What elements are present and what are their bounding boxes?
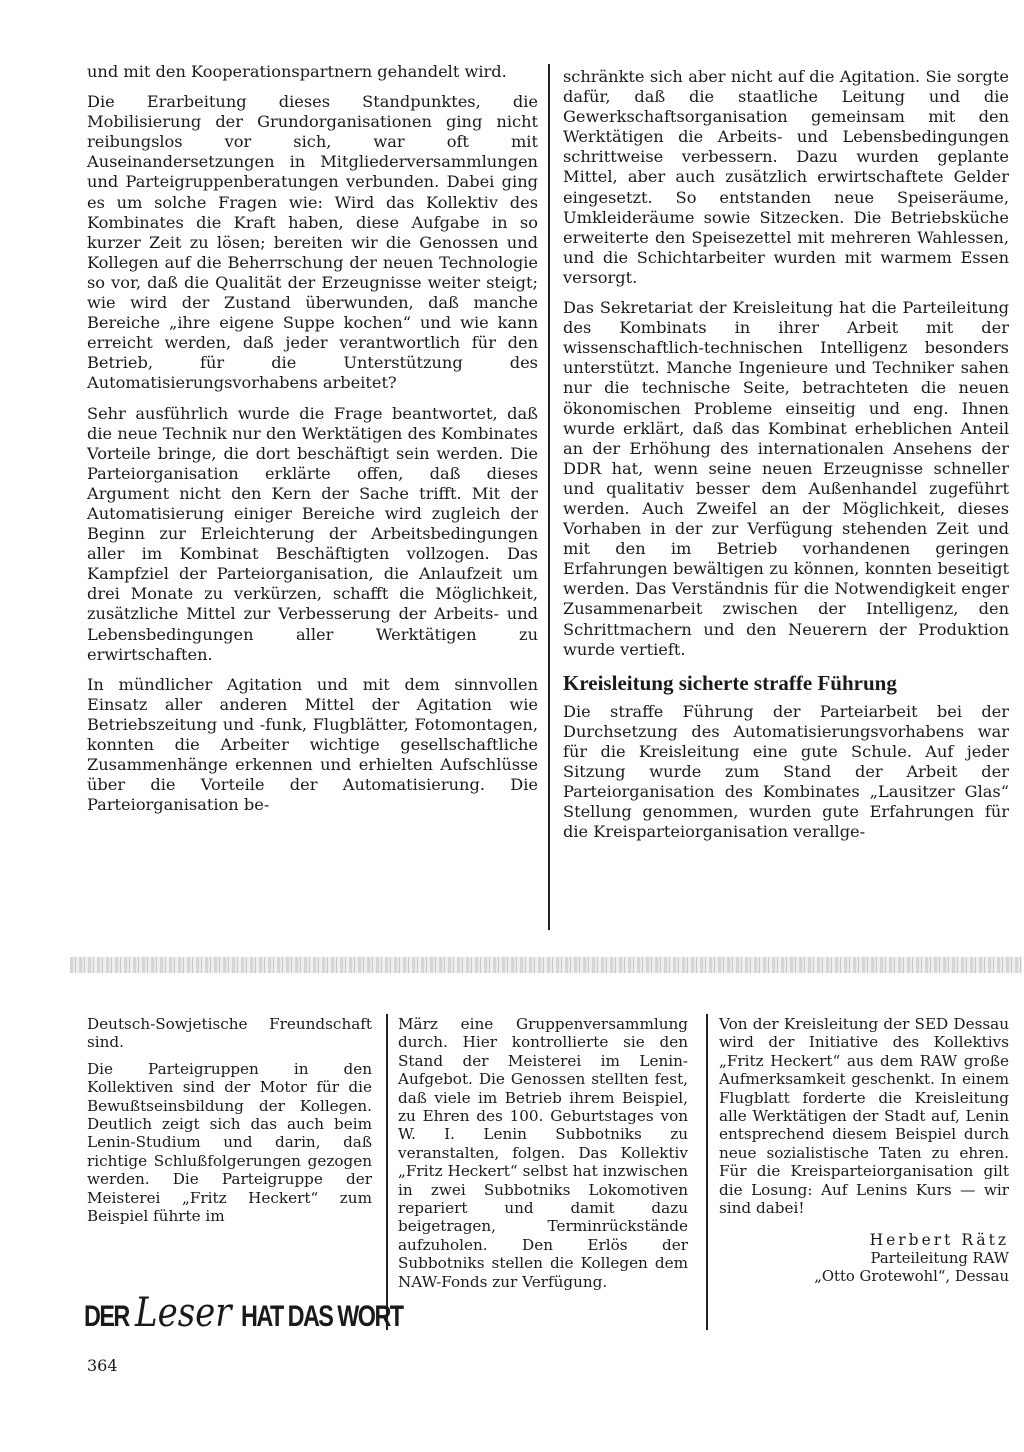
- column-divider: [386, 1014, 388, 1330]
- author-organization: „Otto Grotewohl“, Dessau: [814, 1268, 1009, 1286]
- column-divider: [706, 1014, 708, 1330]
- paragraph: Von der Kreisleitung der SED Dessau wird der Initiative des Kollektivs „Fritz Heckert“ aus dem RAW große Aufmerksamkeit geschenkt. In einem Flugblatt forderte die Kreisleitung alle Werktätigen der Stadt auf, Lenin entsprechend diesem Beispiel durch neue sozialistische Taten zu ehren. Für die Kreisparteiorganisation gilt die Losung: Auf Lenins Kurs — wir sind dabei!: [719, 1015, 1009, 1218]
- separator-band: [70, 957, 1022, 973]
- column-divider: [548, 64, 550, 930]
- author-name: Herbert Rätz: [869, 1231, 1009, 1250]
- upper-right-column: [563, 67, 1009, 852]
- lower-column-1: [87, 1015, 372, 1233]
- masthead-script: Leser: [135, 1290, 232, 1336]
- paragraph: Das Sekretariat der Kreisleitung hat die Parteileitung des Kombinats in ihrer Arbeit mit der wissenschaftlich-technischen Intelligenz besonders unterstützt. Manche Ingenieure und Techniker sahen nur die technische Seite, betrachteten die neuen ökonomischen Probleme einseitig und eng. Ihnen wurde erklärt, daß das Kombinat erheblichen Anteil an der Erhöhung des internationalen Ansehens der DDR hat, wenn seine neuen Erzeugnisse schneller und qualitativ besser dem Außenhandel zugeführt werden. Auch Zweifel an der Möglichkeit, dieses Vorhaben in der zur Verfügung stehenden Zeit und mit den im Betrieb vorhandenen geringen Erfahrungen bewältigen zu können, konnten beseitigt werden. Das Verständnis für die Notwendigkeit enger Zusammenarbeit zwischen der Intelligenz, den Schrittmachern und den Neuerern der Produktion wurde vertieft.: [563, 298, 1009, 659]
- paragraph: Die Parteigruppen in den Kollektiven sind der Motor für die Bewußtseinsbildung der Kollegen. Deutlich zeigt sich das auch beim Lenin-Studium und darin, daß richtige Schlußfolgerungen gezogen werden. Die Parteigruppe der Meisterei „Fritz Heckert“ zum Beispiel führte im: [87, 1059, 372, 1226]
- author-role: Parteileitung RAW: [870, 1249, 1009, 1267]
- paragraph: Die Erarbeitung dieses Standpunktes, die Mobilisierung der Grundorganisationen ging nicht reibungslos vor sich, war oft mit Auseinandersetzungen in Mitgliederversammlungen und Parteigruppenberatungen verbunden. Dabei ging es um solche Fragen wie: Wird das Kollektiv des Kombinates die Kraft haben, diese Aufgabe in so kurzer Zeit zu lösen; bereiten wir die Genossen und Kollegen auf die Beherrschung der neuen Technologie so vor, daß die Qualität der Erzeugnisse weiter steigt; wie wird der Zustand überwunden, daß manche Bereiche „ihre eigene Suppe kochen“ und wie kann erreicht werden, daß jeder verantwortlich für den Betrieb, für die Unterstützung des Automatisierungsvorhabens arbeitet?: [87, 92, 538, 393]
- lower-column-3: [719, 1015, 1009, 1287]
- masthead-logo: [84, 1283, 403, 1336]
- masthead-part: HAT DAS WORT: [240, 1300, 403, 1333]
- paragraph: März eine Gruppenversammlung durch. Hier kontrollierte sie den Stand der Meisterei im Lenin-Aufgebot. Die Genossen stellten fest, daß viele im Betrieb ihrem Beispiel, zu Ehren des 100. Geburtstages von W. I. Lenin Subbotniks zu veranstalten, folgen. Das Kollektiv „Fritz Heckert“ selbst hat inzwischen in zwei Subbotniks Lokomotiven repariert und damit dazu beigetragen, Terminrückstände aufzuholen. Den Erlös der Subbotniks stellen die Kollegen dem NAW-Fonds zur Verfügung.: [398, 1015, 688, 1291]
- paragraph: In mündlicher Agitation und mit dem sinnvollen Einsatz aller anderen Mittel der Agitation wie Betriebszeitung und -funk, Flugblätter, Fotomontagen, konnten die Arbeiter wichtige gesellschaftliche Zusammenhänge erkennen und erhielten Aufschlüsse über die Vorteile der Automatisierung. Die Parteiorganisation be-: [87, 674, 538, 815]
- paragraph: schränkte sich aber nicht auf die Agitation. Sie sorgte dafür, daß die staatliche Leitung und die Gewerkschaftsorganisation gemeinsam mit den Werktätigen die Arbeits- und Lebensbedingungen schrittweise verbessern. Dazu wurden geplante Mittel, aber auch zusätzlich erwirtschaftete Gelder eingesetzt. So entstanden neue Speiseräume, Umkleideräume sowie Sitzecken. Die Betriebsküche erweiterte den Speisezettel mit mehreren Wahlessen, und die Schichtarbeiter wurden mit warmem Essen versorgt.: [563, 67, 1009, 287]
- paragraph: und mit den Kooperationspartnern gehandelt wird.: [87, 62, 507, 81]
- paragraph: Sehr ausführlich wurde die Frage beantwortet, daß die neue Technik nur den Werktätigen des Kombinates Vorteile bringe, die dort beschäftigt sein werden. Die Parteiorganisation erklärte offen, daß dieses Argument nicht den Kern der Sache trifft. Mit der Automatisierung einiger Bereiche wird zugleich der Beginn zur Erleichterung der Arbeitsbedingungen aller im Kombinat Beschäftigten vollzogen. Das Kampfziel der Parteiorganisation, die Anlaufzeit um drei Monate zu verkürzen, schafft die Möglichkeit, zusätzliche Mittel zur Verbesserung der Arbeits- und Lebensbedingungen aller Werktätigen zu erwirtschaften.: [87, 403, 538, 664]
- paragraph: Deutsch-Sowjetische Freundschaft sind.: [87, 1015, 372, 1052]
- masthead-part: DER: [84, 1300, 129, 1333]
- section-heading: Kreisleitung sicherte straffe Führung: [563, 670, 897, 695]
- page-number: 364: [87, 1356, 118, 1375]
- upper-left-column: [87, 62, 538, 825]
- lower-column-2: [398, 1015, 688, 1299]
- paragraph: Die straffe Führung der Parteiarbeit bei der Durchsetzung des Automatisierungsvorhabens war für die Kreisleitung eine gute Schule. Auf jeder Sitzung wurde zum Stand der Arbeit der Parteiorganisation des Kombinates „Lausitzer Glas“ Stellung genommen, wurden gute Erfahrungen für die Kreisparteiorganisation verallge-: [563, 701, 1009, 842]
